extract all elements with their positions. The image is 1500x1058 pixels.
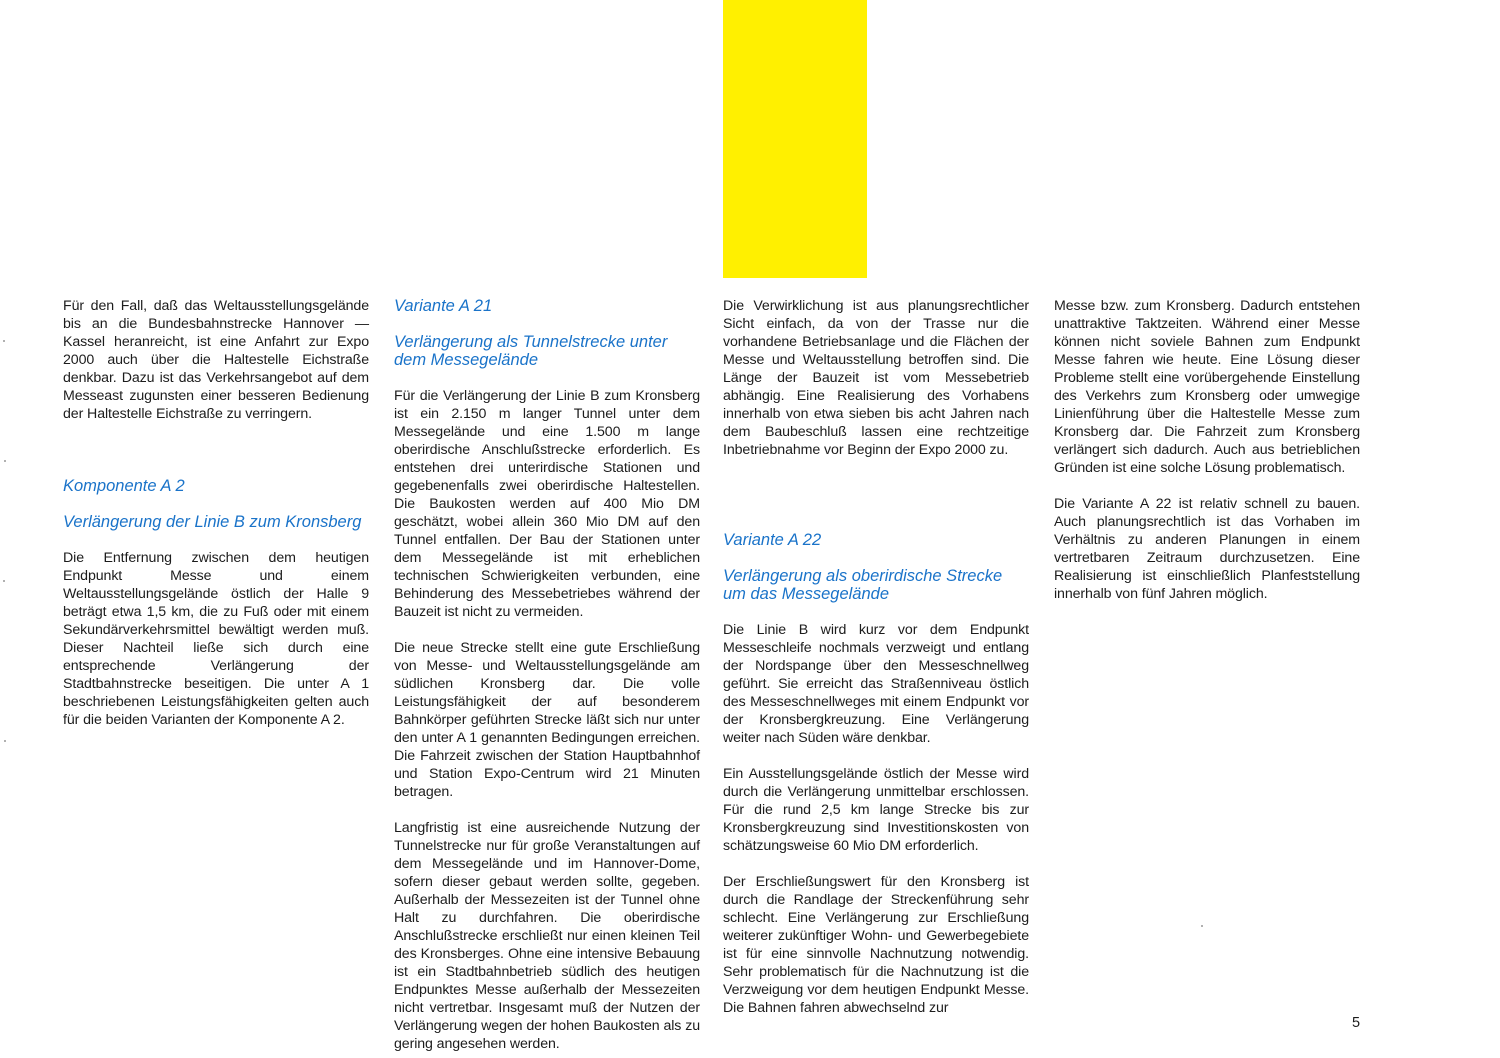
body-paragraph: Die Variante A 22 ist relativ schnell zu bauen. Auch planungsrechtlich ist das Vorhaben im Verhältnis zu anderen Planungen in einem vertretbaren Zeitraum durchzusetzen. Eine Realisierung ist einschließlich Planfeststellung innerhalb von fünf Jahren möglich.: [1054, 496, 1360, 602]
body-paragraph: Langfristig ist eine ausreichende Nutzung der Tunnelstrecke nur für große Veranstaltungen auf dem Messegelände und im Hannover-Dome, sofern dieser gebaut werden sollte, gegeben. Außerhalb der Messezeiten ist der Tunnel ohne Halt zu durchfahren. Die oberirdische Anschlußstrecke erschließt nur einen kleinen Teil des Kronsberges. Ohne eine intensive Bebauung ist ein Stadtbahnbetrieb südlich des heutigen Endpunktes Messe außerhalb der Messezeiten nicht vertretbar. Insgesamt muß der Nutzen der Verlängerung wegen der hohen Baukosten als zu gering angesehen werden.: [394, 820, 700, 1052]
section-subheading: Verlängerung als oberirdische Strecke um das Messegelände: [723, 567, 1003, 603]
section-subheading: Verlängerung der Linie B zum Kronsberg: [63, 513, 362, 531]
section-heading: Variante A 22: [723, 531, 822, 549]
section-subheading: Verlängerung als Tunnelstrecke unter dem Messegelände: [394, 333, 668, 369]
section-heading: Variante A 21: [394, 297, 493, 315]
body-paragraph: Die Verwirklichung ist aus planungsrechtlicher Sicht einfach, da von der Trasse nur die vorhandene Betriebsanlage und die Flächen der Messe und Weltausstellung betroffen sind. Die Länge der Bauzeit ist vom Messebetrieb abhängig. Eine Realisierung des Vorhabens innerhalb von etwa sieben bis acht Jahren nach dem Baubeschluß lassen eine rechtzeitige Inbetriebnahme vor Beginn der Expo 2000 zu.: [723, 298, 1029, 458]
column-2: [394, 297, 700, 1053]
body-paragraph: Messe bzw. zum Kronsberg. Dadurch entstehen unattraktive Taktzeiten. Während einer Messe können nicht soviele Bahnen zum Endpunkt Messe fahren wie heute. Eine Lösung dieser Probleme stellt eine vorübergehende Einstellung des Verkehrs zum Kronsberg oder umwegige Linienführung über die Haltestelle Messe zum Kronsberg dar. Die Fahrzeit zum Kronsberg verlängert sich dadurch. Auch aus betrieblichen Gründen ist eine solche Lösung problematisch.: [1054, 298, 1360, 476]
scan-speck: [3, 580, 5, 582]
column-1: [63, 297, 369, 729]
body-paragraph: Die Entfernung zwischen dem heutigen Endpunkt Messe und einem Weltausstellungsgelände östlich der Halle 9 beträgt etwa 1,5 km, die zu Fuß oder mit einem Sekundärverkehrsmittel bewältigt werden muß. Dieser Nachteil ließe sich durch eine entsprechende Verlängerung der Stadtbahnstrecke beseitigen. Die unter A 1 beschriebenen Leistungsfähigkeiten gelten auch für die beiden Varianten der Komponente A 2.: [63, 550, 369, 728]
body-paragraph: Für die Verlängerung der Linie B zum Kronsberg ist ein 2.150 m langer Tunnel unter dem Messegelände und eine 1.500 m lange oberirdische Anschlußstrecke erforderlich. Es entstehen drei unterirdische Stationen und gegebenenfalls zwei oberirdische Haltestellen. Die Baukosten werden auf 400 Mio DM geschätzt, wobei allein 360 Mio DM auf den Tunnel entfallen. Der Bau der Stationen unter dem Messegelände ist mit erheblichen technischen Schwierigkeiten verbunden, eine Behinderung des Messebetriebes während der Bauzeit ist nicht zu vermeiden.: [394, 388, 700, 620]
scan-speck: [3, 340, 5, 342]
body-paragraph: Ein Ausstellungsgelände östlich der Messe wird durch die Verlängerung unmittelbar erschlossen. Für die rund 2,5 km lange Strecke bis zur Kronsbergkreuzung sind Investitionskosten von schätzungsweise 60 Mio DM erforderlich.: [723, 766, 1029, 854]
scan-speck: [1201, 925, 1203, 927]
yellow-accent-block: [723, 0, 867, 278]
scan-speck: [4, 460, 6, 462]
body-paragraph: Die Linie B wird kurz vor dem Endpunkt Messeschleife nochmals verzweigt und entlang der Nordspange über den Messeschnellweg geführt. Sie erreicht das Straßenniveau östlich des Messeschnellweges mit einem Endpunkt vor der Kronsbergkreuzung. Eine Verlängerung weiter nach Süden wäre denkbar.: [723, 622, 1029, 746]
column-3: [723, 297, 1029, 1017]
column-4: [1054, 297, 1360, 603]
scan-speck: [4, 740, 6, 742]
page-number: 5: [1352, 1015, 1361, 1031]
body-paragraph: Für den Fall, daß das Weltausstellungsgelände bis an die Bundesbahnstrecke Hannover — Kassel heranreicht, ist eine Anfahrt zur Expo 2000 auch über die Haltestelle Eichstraße denkbar. Dazu ist das Verkehrsangebot auf dem Messeast zugunsten einer besseren Bedienung der Haltestelle Eichstraße zu verringern.: [63, 298, 369, 422]
section-heading: Komponente A 2: [63, 477, 185, 495]
body-paragraph: Der Erschließungswert für den Kronsberg ist durch die Randlage der Streckenführung sehr schlecht. Eine Verlängerung zur Erschließung weiterer zukünftiger Wohn- und Gewerbegebiete ist für eine sinnvolle Nachnutzung notwendig. Sehr problematisch für die Nachnutzung ist die Verzweigung vor dem heutigen Endpunkt Messe. Die Bahnen fahren abwechselnd zur: [723, 874, 1029, 1016]
body-paragraph: Die neue Strecke stellt eine gute Erschließung von Messe- und Weltausstellungsgelände am südlichen Kronsberg dar. Die volle Leistungsfähigkeit der auf besonderem Bahnkörper geführten Strecke läßt sich nur unter den unter A 1 genannten Bedingungen erreichen. Die Fahrzeit zwischen der Station Hauptbahnhof und Station Expo-Centrum wird 21 Minuten betragen.: [394, 640, 700, 800]
